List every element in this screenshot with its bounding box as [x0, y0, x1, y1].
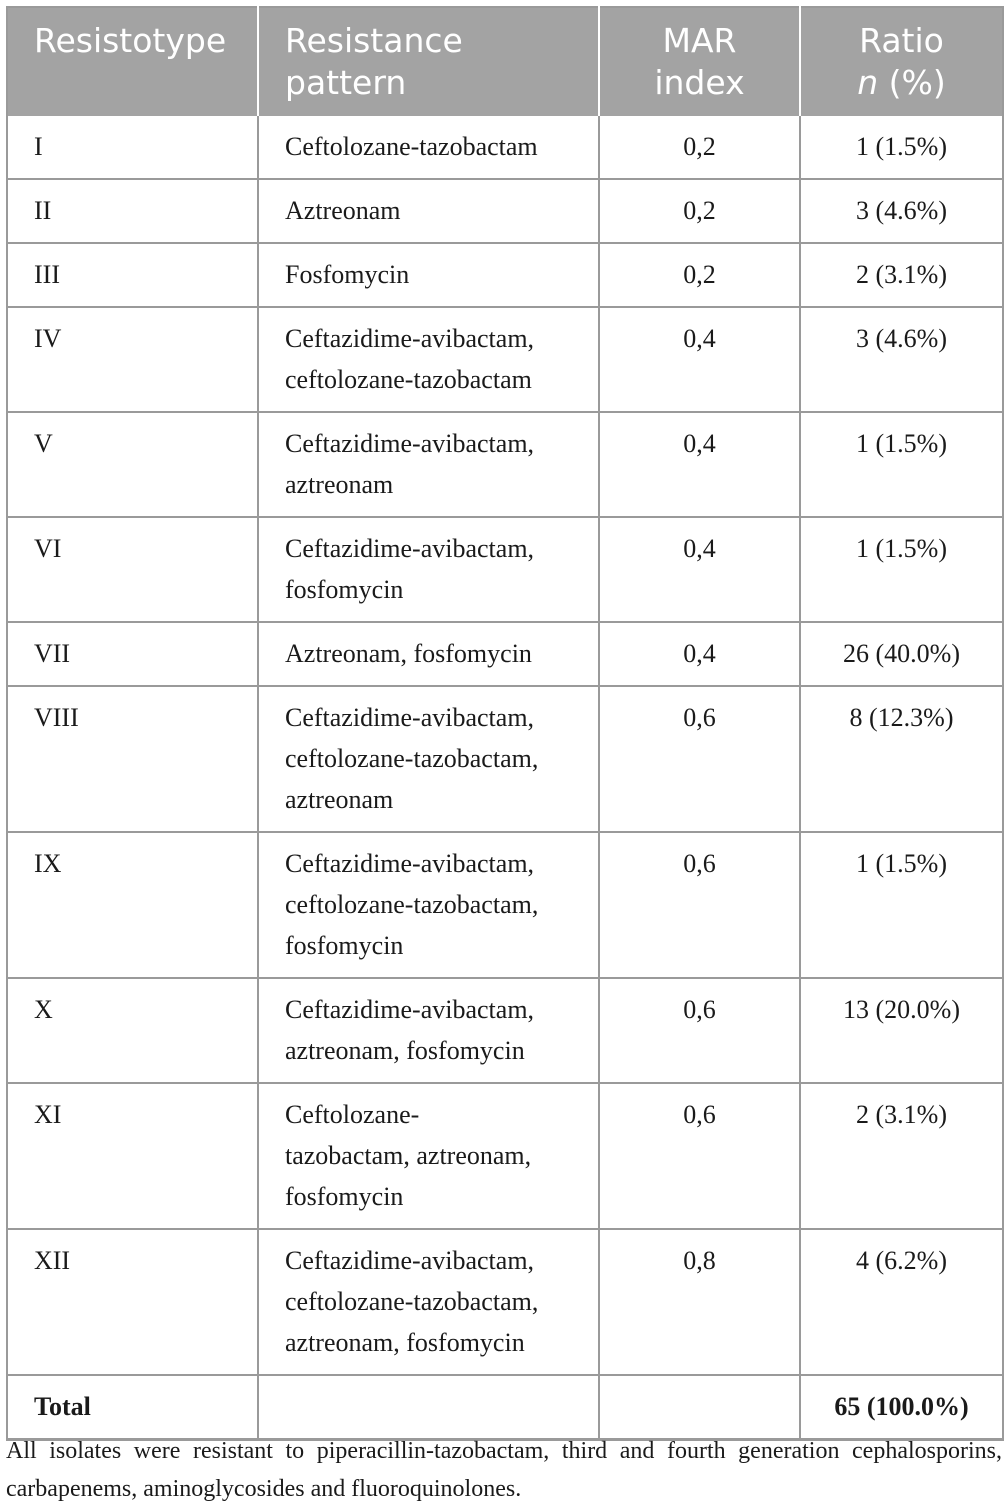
table-body — [7, 116, 1003, 1440]
table-row — [7, 1083, 1003, 1229]
total-ratio: 65 (100.0%) — [800, 1375, 1003, 1440]
resistance-pattern-cell — [258, 243, 599, 307]
resistotype-cell: IV — [7, 307, 258, 412]
resistance-pattern-cell — [258, 978, 599, 1083]
resistance-pattern-cell — [258, 622, 599, 686]
table-row — [7, 116, 1003, 179]
mar-index-cell: 0,4 — [599, 622, 800, 686]
resistotype-cell: VII — [7, 622, 258, 686]
ratio-cell: 1 (1.5%) — [800, 517, 1003, 622]
pattern-line: Ceftazidime-avibactam, — [285, 324, 535, 353]
total-mar — [599, 1375, 800, 1440]
header-resistotype-label: Resistotype — [34, 21, 227, 60]
resistotype-cell: V — [7, 412, 258, 517]
ratio-cell: 3 (4.6%) — [800, 307, 1003, 412]
resistotype-cell: VIII — [7, 686, 258, 832]
resistance-pattern-cell — [258, 1083, 599, 1229]
resistotype-table-container — [6, 6, 1002, 1441]
ratio-cell: 4 (6.2%) — [800, 1229, 1003, 1375]
resistance-pattern-cell — [258, 116, 599, 179]
header-ratio-line1: Ratio — [859, 21, 944, 60]
table-row — [7, 179, 1003, 243]
table-row — [7, 832, 1003, 978]
pattern-line: aztreonam, fosfomycin — [285, 1036, 525, 1065]
pattern-line: Ceftazidime-avibactam, — [285, 849, 535, 878]
resistance-pattern-cell — [258, 179, 599, 243]
resistotype-cell: XII — [7, 1229, 258, 1375]
resistance-pattern-cell — [258, 1229, 599, 1375]
resistotype-table — [6, 6, 1004, 1441]
resistance-pattern-cell — [258, 412, 599, 517]
total-label: Total — [7, 1375, 258, 1440]
ratio-cell: 8 (12.3%) — [800, 686, 1003, 832]
total-pattern — [258, 1375, 599, 1440]
mar-index-cell: 0,8 — [599, 1229, 800, 1375]
mar-index-cell: 0,6 — [599, 1083, 800, 1229]
resistotype-cell: XI — [7, 1083, 258, 1229]
header-ratio — [800, 7, 1003, 116]
pattern-line: Ceftolozane-tazobactam — [285, 132, 538, 161]
pattern-line: Fosfomycin — [285, 260, 410, 289]
pattern-line: aztreonam, fosfomycin — [285, 1328, 525, 1357]
resistotype-cell: VI — [7, 517, 258, 622]
pattern-line: Ceftazidime-avibactam, — [285, 703, 535, 732]
header-mar-line2: index — [654, 63, 745, 102]
table-row — [7, 307, 1003, 412]
pattern-line: ceftolozane-tazobactam — [285, 365, 532, 394]
pattern-line: aztreonam — [285, 785, 394, 814]
total-row — [7, 1375, 1003, 1440]
ratio-cell: 1 (1.5%) — [800, 412, 1003, 517]
pattern-line: aztreonam — [285, 470, 394, 499]
mar-index-cell: 0,2 — [599, 179, 800, 243]
pattern-line: ceftolozane-tazobactam, — [285, 744, 539, 773]
header-row — [7, 7, 1003, 116]
table-row — [7, 1229, 1003, 1375]
mar-index-cell: 0,2 — [599, 116, 800, 179]
pattern-line: Aztreonam — [285, 196, 401, 225]
header-mar-line1: MAR — [662, 21, 737, 60]
mar-index-cell: 0,6 — [599, 832, 800, 978]
mar-index-cell: 0,6 — [599, 686, 800, 832]
header-pattern-line1: Resistance — [285, 21, 463, 60]
resistotype-cell: II — [7, 179, 258, 243]
header-pattern-line2: pattern — [285, 63, 407, 102]
table-header — [7, 7, 1003, 116]
pattern-line: fosfomycin — [285, 931, 404, 960]
resistance-pattern-cell — [258, 686, 599, 832]
pattern-line: fosfomycin — [285, 575, 404, 604]
resistotype-cell: I — [34, 132, 43, 161]
table-row — [7, 517, 1003, 622]
resistotype-cell: X — [7, 978, 258, 1083]
mar-index-cell: 0,4 — [599, 307, 800, 412]
header-ratio-pct: (%) — [888, 63, 946, 102]
table-row — [7, 412, 1003, 517]
ratio-cell: 3 (4.6%) — [800, 179, 1003, 243]
ratio-cell: 1 (1.5%) — [800, 832, 1003, 978]
pattern-line: tazobactam, aztreonam, — [285, 1141, 532, 1170]
mar-index-cell: 0,4 — [599, 517, 800, 622]
header-ratio-n: n — [857, 63, 879, 102]
pattern-line: Ceftolozane- — [285, 1100, 420, 1129]
ratio-cell: 26 (40.0%) — [800, 622, 1003, 686]
table-row — [7, 243, 1003, 307]
pattern-line: ceftolozane-tazobactam, — [285, 1287, 539, 1316]
header-resistotype — [7, 7, 258, 116]
resistance-pattern-cell — [258, 832, 599, 978]
resistotype-cell: III — [7, 243, 258, 307]
pattern-line: Aztreonam, fosfomycin — [285, 639, 532, 668]
pattern-line: Ceftazidime-avibactam, — [285, 1246, 535, 1275]
resistance-pattern-cell — [258, 517, 599, 622]
ratio-cell: 2 (3.1%) — [800, 1083, 1003, 1229]
header-resistance-pattern — [258, 7, 599, 116]
pattern-line: Ceftazidime-avibactam, — [285, 995, 535, 1024]
ratio-cell: 1 (1.5%) — [800, 116, 1003, 179]
header-mar-index — [599, 7, 800, 116]
pattern-line: fosfomycin — [285, 1182, 404, 1211]
table-footnote: All isolates were resistant to piperacillin-tazobactam, third and fourth generation cephalosporins, carbapenems, aminoglycosides and fluoroquinolones. — [6, 1438, 1002, 1502]
mar-index-cell: 0,4 — [599, 412, 800, 517]
pattern-line: Ceftazidime-avibactam, — [285, 534, 535, 563]
pattern-line: ceftolozane-tazobactam, — [285, 890, 539, 919]
pattern-line: Ceftazidime-avibactam, — [285, 429, 535, 458]
mar-index-cell: 0,6 — [599, 978, 800, 1083]
table-row — [7, 978, 1003, 1083]
resistotype-cell: IX — [7, 832, 258, 978]
table-row — [7, 622, 1003, 686]
ratio-cell: 2 (3.1%) — [800, 243, 1003, 307]
resistance-pattern-cell — [258, 307, 599, 412]
table-row — [7, 686, 1003, 832]
ratio-cell: 13 (20.0%) — [800, 978, 1003, 1083]
mar-index-cell: 0,2 — [599, 243, 800, 307]
